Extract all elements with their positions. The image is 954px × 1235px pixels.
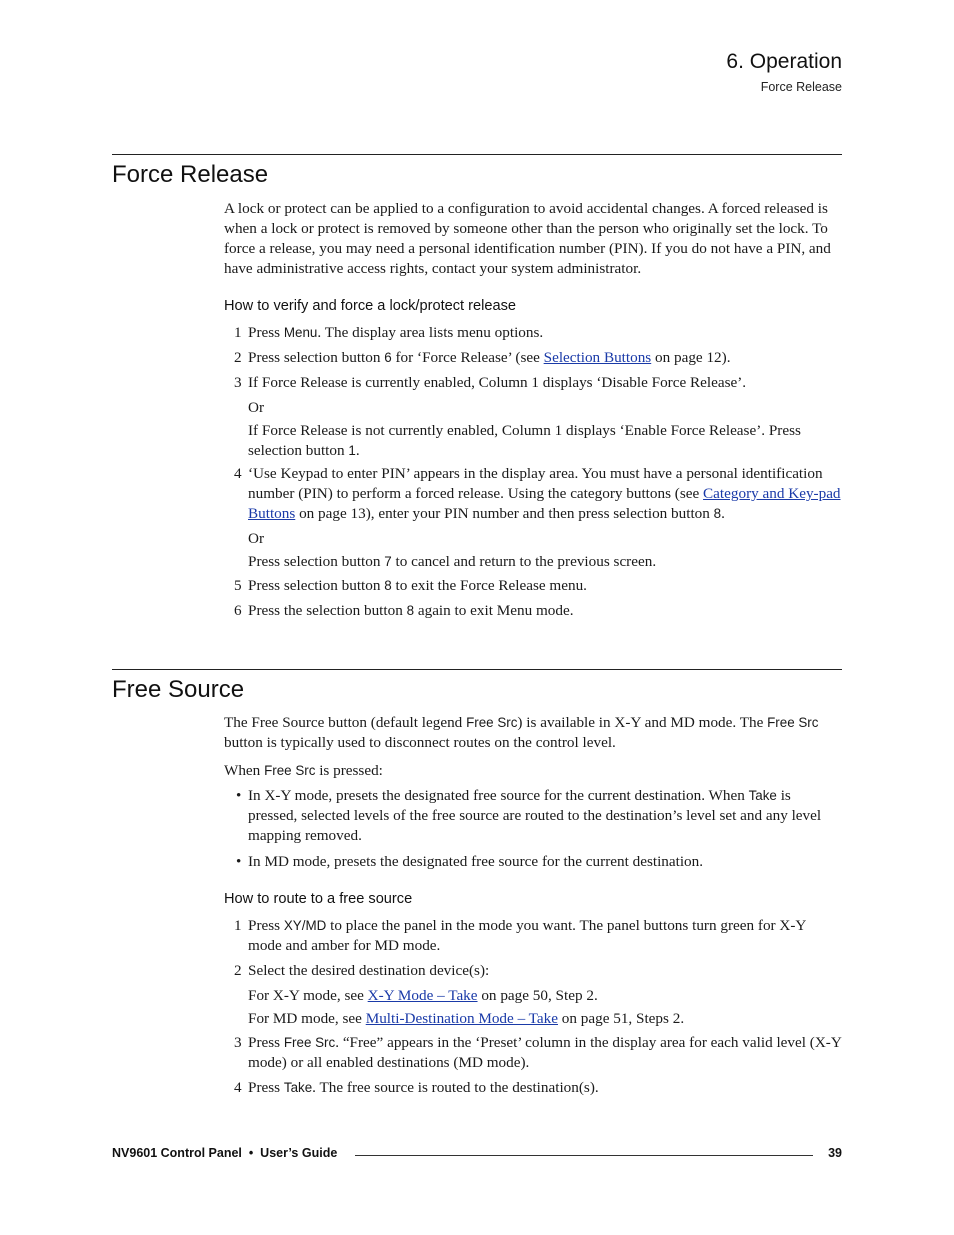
footer-title: NV9601 Control Panel • User’s Guide [112,1146,338,1160]
bullet-item: • In MD mode, presets the designated free source for the current destination. [236,853,704,870]
chapter-heading: 6. Operation [726,50,842,73]
ui-label: Take [283,1080,313,1095]
list-item-continuation: If Force Release is not currently enabled, Column 1 displays ‘Enable Force Release’. Press selection button 1. [248,422,801,459]
ui-label: Free Src [466,715,518,730]
page-number: 39 [828,1146,842,1160]
list-item: 4 Press Take. The free source is routed to the destination(s). [234,1079,599,1096]
section-title-force-release: Force Release [112,161,269,188]
or-separator: Or [248,530,265,547]
force-release-intro: A lock or protect can be applied to a configuration to avoid accidental changes. A forced released is when a lock or protect is removed by someone other than the person who originally set the lock. To force a release, you may need a personal identification number (PIN). If you do not have a PIN, and have administrative access rights, contact your system administrator. [224,200,831,277]
ui-label: 8 [406,603,415,618]
section-rule [112,154,842,155]
ui-label: 8 [384,578,392,593]
procedure-title-free-source: How to route to a free source [224,891,413,907]
or-separator: Or [248,399,265,416]
bullet-mark: • [236,853,242,870]
ui-label: Free Src [264,763,316,778]
list-item: 4 ‘Use Keypad to enter PIN’ appears in the display area. You must have a personal identification number (PIN) to perform a forced release. Using the category buttons (see Category and Key-pad Buttons on page 13), enter your PIN number and then press selection button 8. [234,465,841,522]
footer-rule [355,1155,813,1156]
ui-label: 8 [713,506,722,521]
procedure-title-force-release: How to verify and force a lock/protect release [224,298,517,314]
list-item: 3 If Force Release is currently enabled, Column 1 displays ‘Disable Force Release’. [234,374,747,391]
ui-label: Take [748,788,777,803]
ui-label: Free Src [767,715,819,730]
ui-label: 7 [384,554,392,569]
link-selection-buttons[interactable]: Selection Buttons [543,349,652,366]
ui-label: Menu [283,325,318,340]
ui-label: 1 [348,443,356,458]
list-item-continuation: For MD mode, see Multi-Destination Mode – Take on page 51, Steps 2. [248,1010,685,1027]
list-item-continuation: Press selection button 7 to cancel and return to the previous screen. [248,553,657,570]
section-title-free-source: Free Source [112,676,245,703]
bullet-mark: • [236,787,242,804]
ui-label: Free Src [283,1035,336,1050]
list-item: 5 Press selection button 8 to exit the Force Release menu. [234,577,587,594]
list-item: 1 Press Menu. The display area lists menu options. [234,324,544,341]
link-xy-mode-take[interactable]: X-Y Mode – Take [367,987,478,1004]
list-item: 2 Select the desired destination device(s): [234,962,490,979]
free-source-intro: The Free Source button (default legend Free Src) is available in X-Y and MD mode. The Free Src button is typically used to disconnect routes on the control level. [224,714,819,751]
list-item: 3 Press Free Src. “Free” appears in the ‘Preset’ column in the display area for each valid level (X-Y mode) or all enabled destinations (MD mode). [234,1034,842,1071]
bullet-item: • In X-Y mode, presets the designated free source for the current destination. When Take is pressed, selected levels of the free source are routed to the destination’s level set and any level mapping removed. [236,787,822,844]
list-item-continuation: For X-Y mode, see X-Y Mode – Take on page 50, Step 2. [248,987,598,1004]
list-item: 2 Press selection button 6 for ‘Force Release’ (see Selection Buttons on page 12). [234,349,731,366]
ui-label: 6 [384,350,392,365]
section-rule [112,669,842,670]
running-subsection: Force Release [760,80,842,94]
link-md-mode-take[interactable]: Multi-Destination Mode – Take [365,1010,558,1027]
ui-label: XY/MD [283,918,327,933]
link-category-keypad-buttons[interactable]: Category and Key-pad Buttons [248,485,841,522]
list-item: 6 Press the selection button 8 again to exit Menu mode. [234,602,574,619]
list-item: 1 Press XY/MD to place the panel in the mode you want. The panel buttons turn green for X-Y mode and amber for MD mode. [234,917,806,954]
free-source-when: When Free Src is pressed: [224,762,383,779]
